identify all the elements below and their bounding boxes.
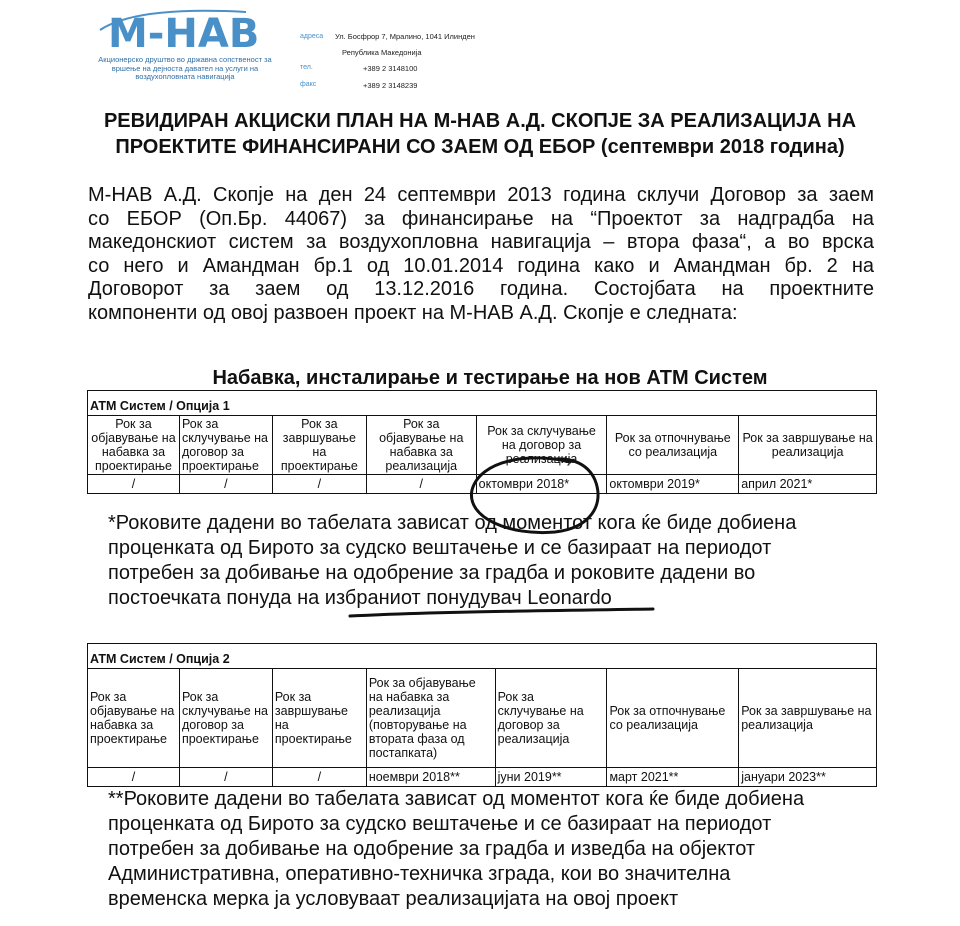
note-line: проценката од Бирото за судско вештачење и се базираат на периодот [108,537,772,559]
fax-label: факс [300,81,317,88]
note-line: потребен за добивање на одобрение за градба и роковите дадени во [108,562,756,584]
table-cell: / [272,768,366,787]
intro-line: со ЕБОР (Оп.Бр. 44067) за финансирање на “Проектот за надградба на [88,207,874,230]
footnote-2 [108,787,878,912]
table-cell: јануари 2023** [739,768,877,787]
atm-option2-table [87,643,877,787]
table-cell: / [179,475,272,494]
note-line: **Роковите дадени во табелата зависат од моментот кога ќе биде добиена [108,788,805,810]
table-caption: АТМ Систем / Опција 2 [88,644,877,669]
table-cell: / [179,768,272,787]
table-header-cell: Рок за склучување на договор за проектирање [179,669,272,768]
table-cell: март 2021** [607,768,739,787]
intro-line: со него и Амандман бр.1 од 10.01.2014 година како и Амандман бр. 2 на [88,254,874,277]
table-header-cell: Рок за објавување на набавка за проектирање [88,416,180,475]
table-caption: АТМ Систем / Опција 1 [88,391,877,416]
fax-number: +389 2 3148239 [363,81,418,90]
phone-number: +389 2 3148100 [363,64,418,73]
logo-tagline: Акционерско друштво во државна сопственост за вршење на дејноста давател на услуги на воздухопловната навигација [98,55,272,81]
table-cell: / [272,475,366,494]
address-label: адреса [300,33,324,40]
note-line: *Роковите дадени во табелата зависат од моментот кога ќе биде добиена [108,512,797,534]
intro-line: М-НАВ А.Д. Скопје на ден 24 септември 2013 година склучи Договор за заем [88,184,874,206]
table-cell: / [88,475,180,494]
table-header-cell: Рок за склучување на договор за реализација [476,416,607,475]
table-cell: октомври 2019* [607,475,739,494]
intro-line: македонскиот систем за воздухопловна навигација – втора фаза“, а во врска [88,231,874,254]
table-header-cell: Рок за објавување на набавка за проектирање [88,669,180,768]
note-line: потребен за добивање на одобрение за градба и изведба на објектот [108,838,756,860]
table-header-cell: Рок за објавување на набавка за реализација (повторување на втората фаза од постапката) [366,669,495,768]
table-header-cell: Рок за објавување на набавка за реализација [366,416,476,475]
note-line: проценката од Бирото за судско вештачење и се базираат на периодот [108,813,772,835]
table-header-cell: Рок за завршување на реализација [739,669,877,768]
address-line-1: Ул. Босфрор 7, Мралино, 1041 Илинден [335,32,475,41]
footnote-1 [108,511,878,611]
table-cell: јуни 2019** [495,768,607,787]
handwritten-underline-mark [348,606,658,620]
note-line: постоечката понуда на избраниот понудувач Leonardo [108,587,612,609]
document-title: РЕВИДИРАН АКЦИСКИ ПЛАН НА М-НАВ А.Д. СКОПЈЕ ЗА РЕАЛИЗАЦИЈА НА ПРОЕКТИТЕ ФИНАНСИРАНИ СО ЗАЕМ ОД ЕБОР (септември 2018 година) [103,110,857,158]
intro-line: компоненти од овој развоен проект на М-НАВ А.Д. Скопје е следната: [88,301,738,324]
table-cell: / [366,475,476,494]
address-line-2: Република Македонија [342,48,422,57]
company-logo: M-НАВ [108,11,260,57]
intro-line: Договорот за заем од 13.12.2016 година. Состојбата на проектните [88,278,874,301]
table-header-cell: Рок за склучување на договор за проектирање [179,416,272,475]
table-cell: ноември 2018** [366,768,495,787]
table-header-cell: Рок за завршување на проектирање [272,669,366,768]
table-cell: / [88,768,180,787]
note-line: временска мерка ја условуваат реализацијата на овој проект [108,888,679,910]
section-title: Набавка, инсталирање и тестирање на нов АТМ Систем [212,367,768,389]
note-line: Административна, оперативно-техничка зграда, кои во значителна [108,863,731,885]
phone-label: тел. [300,64,313,71]
table-header-cell: Рок за завршување на проектирање [272,416,366,475]
table-header-cell: Рок за завршување на реализација [739,416,877,475]
table-cell: април 2021* [739,475,877,494]
table-header-cell: Рок за отпочнување со реализација [607,669,739,768]
table-header-cell: Рок за склучување на договор за реализација [495,669,607,768]
table-header-cell: Рок за отпочнување со реализација [607,416,739,475]
intro-paragraph [88,184,874,326]
table-cell: октомври 2018* [476,475,607,494]
